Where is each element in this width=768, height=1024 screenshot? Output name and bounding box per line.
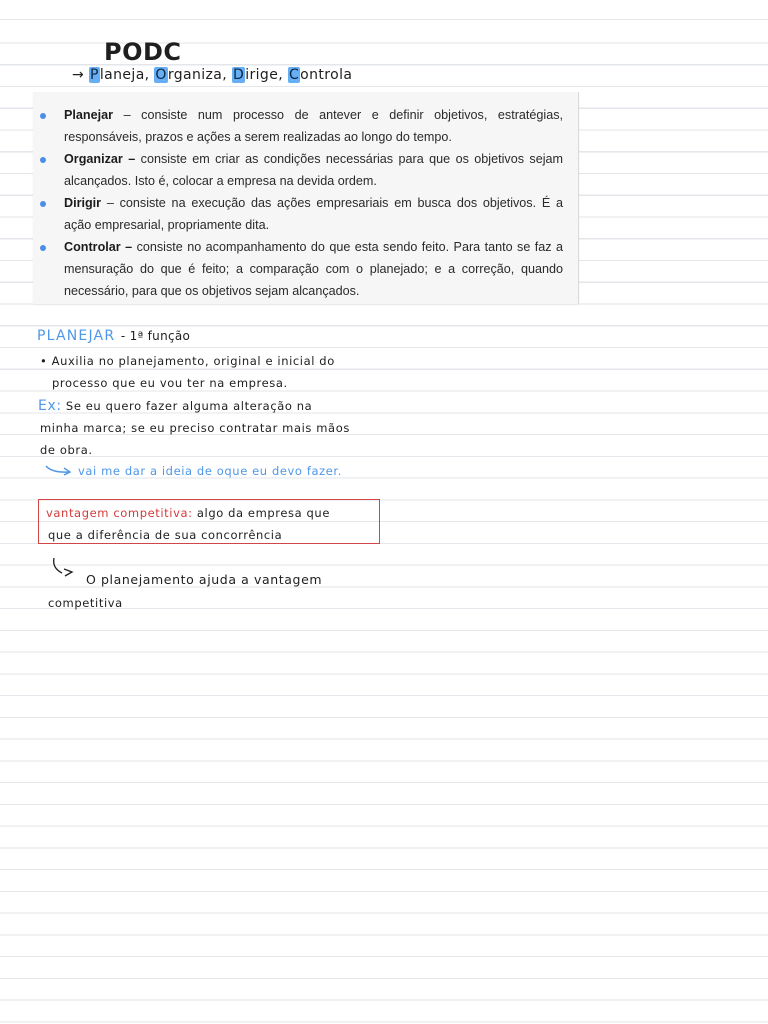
bullet-dot-icon [40,113,46,119]
subtitle-planeja: laneja, [99,67,150,83]
final-line-1: O planejamento ajuda a vantagem [86,572,323,587]
page-title: PODC [104,38,182,66]
heading-planejar: PLANEJAR [37,328,116,344]
example-label: Ex: [38,398,62,414]
box-line-2: que a diferência de sua concorrência [48,528,283,542]
highlight-letter-p: P [90,67,99,83]
subtitle-controla: ontrola [300,67,353,83]
definition-text: consiste na execução das ações empresariais em busca dos objetivos. É a ação empresarial, propriamente dita. [64,196,563,232]
hooked-arrow-icon [50,556,80,580]
note-line-2: processo que eu vou ter na empresa. [52,376,288,390]
definition-text: consiste em criar as condições necessárias para que os objetivos sejam alcançados. Isto é, colocar a empresa na devida ordem. [64,152,564,188]
definition-text: consiste no acompanhamento do que esta sendo feito. Para tanto se faz a mensuração do que é feito; a comparação com o planejado; e a correção, quando necessário, para que os objetivos sejam alcançados. [64,240,564,298]
definition-planejar [64,104,563,148]
note-line-1: • Auxilia no planejamento, original e inicial do [40,354,335,368]
section-heading [37,328,190,344]
highlight-letter-c: C [288,67,300,83]
heading-suffix: - 1ª função [120,329,191,343]
podc-subtitle [72,67,352,83]
example-text: Se eu quero fazer alguma alteração na [65,399,313,413]
definition-text: consiste num processo de antever e definir objetivos, estratégias, responsáveis, prazos e ações a serem realizadas ao longo do tempo. [64,108,563,144]
definition-organizar [64,148,563,192]
box-line-1 [46,506,330,520]
separator: – [101,196,120,210]
box-label: vantagem competitiva: [46,506,193,520]
subtitle-dirige: irige, [245,67,284,83]
box-text: algo da empresa que [196,506,330,520]
separator: – [113,108,142,122]
term-dirigir: Dirigir [64,196,102,210]
bullet-dot-icon [40,201,46,207]
example-line-2: minha marca; se eu preciso contratar mais mãos [40,421,350,435]
term-organizar: Organizar – [64,152,136,166]
arrow-note: vai me dar a ideia de oque eu devo fazer. [78,464,342,478]
final-line-2: competitiva [48,596,123,610]
definition-dirigir [64,192,563,236]
bullet-dot-icon [40,245,46,251]
subtitle-organiza: rganiza, [167,67,228,83]
highlight-letter-d: D [233,67,245,83]
definition-controlar [64,236,563,302]
bullet-dot-icon [40,157,46,163]
term-planejar: Planejar [64,108,114,122]
curved-arrow-icon [44,462,74,478]
example-line-1 [38,398,312,414]
highlight-letter-o: O [155,67,167,83]
arrow-icon: → [72,67,85,83]
example-line-3: de obra. [40,443,93,457]
term-controlar: Controlar – [64,240,133,254]
